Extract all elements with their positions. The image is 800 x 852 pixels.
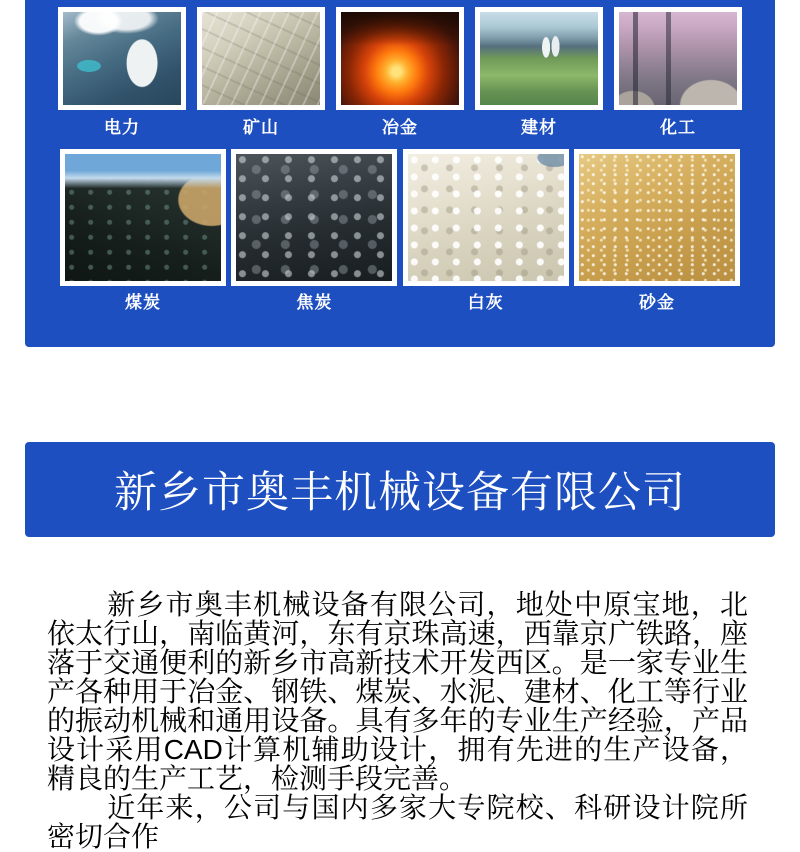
industry-card-metallurgy	[336, 7, 464, 138]
company-intro	[47, 590, 748, 851]
mining-photo	[202, 12, 320, 105]
industry-card-power	[58, 7, 186, 138]
industry-card-placer-gold	[574, 149, 740, 313]
metallurgy-photo	[341, 12, 459, 105]
photo-frame	[60, 149, 226, 286]
industry-row-1	[25, 0, 775, 138]
photo-frame	[574, 149, 740, 286]
photo-frame	[231, 149, 397, 286]
coal-photo	[65, 154, 221, 281]
industry-label: 电力	[104, 118, 140, 137]
coke-photo	[236, 154, 392, 281]
industry-label: 建材	[521, 118, 557, 137]
industry-row-2	[25, 138, 775, 313]
company-title: 新乡市奥丰机械设备有限公司	[114, 469, 686, 517]
photo-frame	[475, 7, 603, 110]
white-lime-photo	[408, 154, 564, 281]
photo-frame	[403, 149, 569, 286]
electric-power-photo	[63, 12, 181, 105]
building-materials-photo	[480, 12, 598, 105]
industry-card-coke	[231, 149, 397, 313]
photo-frame	[336, 7, 464, 110]
intro-paragraph-1: 新乡市奥丰机械设备有限公司，地处中原宝地，北依太行山，南临黄河，东有京珠高速，西靠京广铁路，座落于交通便利的新乡市高新技术开发西区。是一家专业生产各种用于冶金、钢铁、煤炭、水泥、建材、化工等行业的振动机械和通用设备。具有多年的专业生产经验，产品设计采用CAD计算机辅助设计，拥有先进的生产设备，精良的生产工艺，检测手段完善。	[47, 589, 748, 794]
industry-label: 白灰	[467, 293, 504, 312]
industry-label: 冶金	[382, 118, 418, 137]
industry-card-building-materials	[475, 7, 603, 138]
company-name-banner	[25, 442, 775, 537]
industry-label: 焦炭	[296, 293, 333, 312]
intro-paragraph-2: 近年来，公司与国内多家大专院校、科研设计院所密切合作	[47, 792, 748, 852]
industry-label: 煤炭	[125, 293, 161, 312]
photo-frame	[197, 7, 325, 110]
placer-gold-photo	[579, 154, 735, 281]
industry-label: 砂金	[638, 293, 675, 312]
photo-frame	[614, 7, 742, 110]
photo-frame	[58, 7, 186, 110]
industry-card-lime	[403, 149, 569, 313]
industry-label: 化工	[660, 118, 696, 137]
chemical-industry-photo	[619, 12, 737, 105]
industry-card-coal	[60, 149, 226, 313]
industry-label: 矿山	[243, 118, 279, 137]
industries-panel	[25, 0, 775, 347]
industry-card-mining	[197, 7, 325, 138]
industry-card-chemical	[614, 7, 742, 138]
